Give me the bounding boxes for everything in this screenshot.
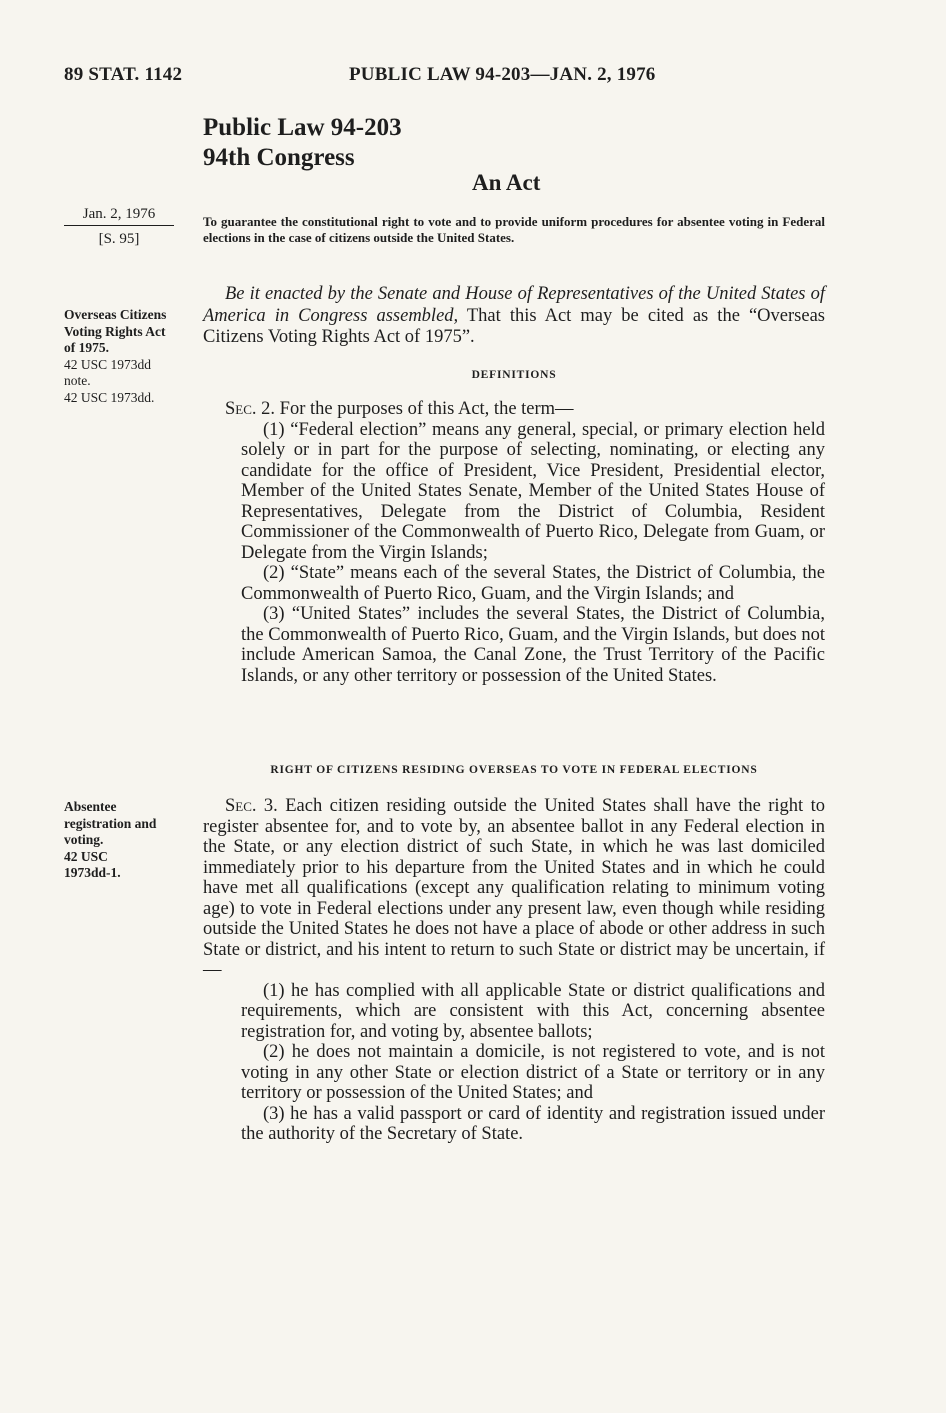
stat-page-reference: 89 STAT. 1142 [64,64,183,85]
section-3-condition-1: (1) he has complied with all applicable State or district qualifications and requirements, which are consistent with this Act, concerning absentee registration for, and voting by, absentee ballots; [241,980,825,1042]
definition-federal-election: (1) “Federal election” means any general, special, or primary election held solely or in part for the purpose of selecting, nominating, or electing any candidate for the office of President, Vice President, Presidential elector, Member of the United States Senate, Member of the United States House of Representatives, Delegate from the District of Columbia, Resident Commissioner of the Commonwealth of Puerto Rico, Delegate from Guam, or Delegate from the Virgin Islands; [241,419,825,563]
bill-number: [S. 95] [98,231,140,247]
enactment-date: Jan. 2, 1976 [64,206,174,226]
enacting-clause [203,284,825,349]
section-3-condition-3: (3) he has a valid passport or card of identity and registration issued under the authority of the Secretary of State. [241,1103,825,1144]
margin-note-absentee: Absentee registration and voting. 42 USC 1973dd-1. [64,799,157,880]
section-3-heading: RIGHT OF CITIZENS RESIDING OVERSEAS TO VOTE IN FEDERAL ELECTIONS [270,764,758,776]
section-2 [203,399,825,686]
law-title-block [203,113,402,173]
public-law-number: Public Law 94-203 [203,114,402,141]
running-title: PUBLIC LAW 94-203—JAN. 2, 1976 [349,64,656,85]
enacting-formula: Be it enacted by the Senate and House of Representatives of the United States of America in Congress assembled, [203,284,825,326]
section-3-condition-2: (2) he does not maintain a domicile, is not registered to vote, and is not voting in any other State or election district of a State or territory or in any territory or possession of the United States; and [241,1042,825,1103]
section-2-label: Sec. 2. [225,399,276,419]
definition-united-states: (3) “United States” includes the several States, the District of Columbia, the Commonwealth of Puerto Rico, Guam, and the Virgin Islands, but does not include American Samoa, the Canal Zone, the Trust Territory of the Pacific Islands, or any other territory or possession of the United States. [241,604,825,686]
margin-note-short-title: Overseas Citizens Voting Rights Act of 1975. 42 USC 1973dd note. 42 USC 1973dd. [64,307,167,405]
section-2-intro: For the purposes of this Act, the term— [275,399,574,419]
section-3 [203,796,825,1145]
definitions-heading: DEFINITIONS [471,369,557,381]
act-purpose: To guarantee the constitutional right to vote and to provide uniform procedures for absentee voting in Federal elections in the case of citizens outside the United States. [203,214,825,245]
definition-state: (2) “State” means each of the several States, the District of Columbia, the Commonwealth of Puerto Rico, Guam, and the Virgin Islands; and [241,563,825,604]
act-title: An Act [472,170,541,195]
congress-number: 94th Congress [203,144,355,171]
section-3-label: Sec. 3. [225,796,278,816]
date-block [64,206,174,248]
short-title-text: That this Act may be cited as the “Overseas Citizens Voting Rights Act of 1975”. [203,305,825,347]
section-3-text: Each citizen residing outside the United States shall have the right to register absentee for, and to vote by, an absentee ballot in any Federal election in the State, or any election district of such State, in which he was last domiciled immediately prior to his departure from the United States and in which he could have met all qualifications (except any qualification relating to minimum voting age) to vote in Federal elections under any present law, even though while residing outside the United States he does not have a place of abode or other address in such State or district, and his intent to return to such State or district may be uncertain, if— [203,796,825,980]
